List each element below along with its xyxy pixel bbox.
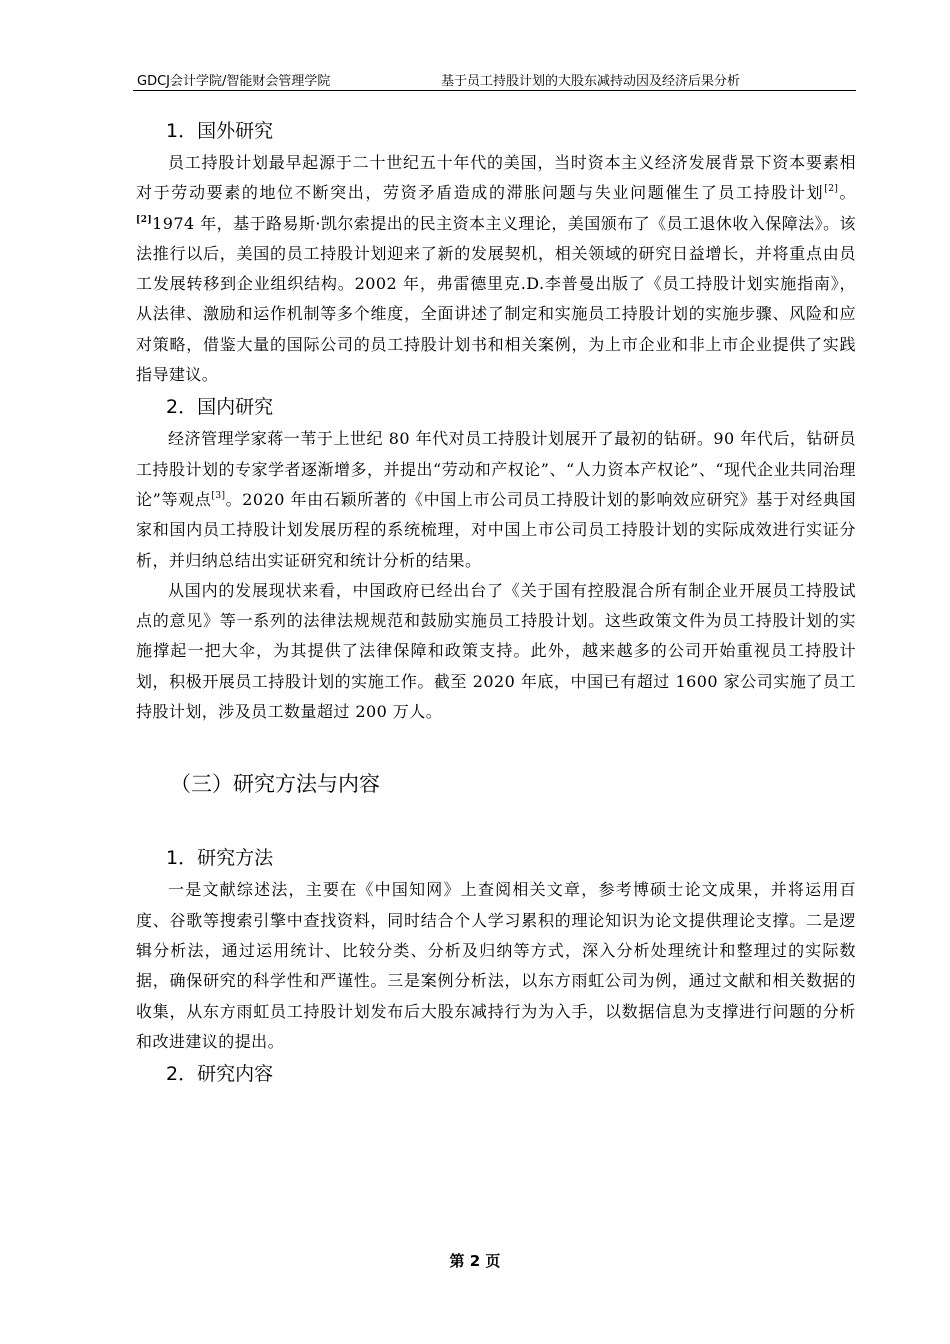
- heading-research-methods: 1．研究方法: [166, 847, 274, 870]
- citation-ref: [2]: [136, 214, 153, 225]
- text-segment: 1974 年，基于路易斯·凯尔索提出的民主资本主义理论，美国颁布了《员工退休收入保障法》。该法推行以后，美国的员工持股计划迎来了新的发展契机，相关领域的研究日益增长，并将重点由员工发展转移到企业组织结构。2002 年，弗雷德里克.D.李普曼出版了《员工持股计划实施指南》，从法律、激励和运作机制等多个维度，全面讲述了制定和实施员工持股计划的实施步骤、风险和应对策略，借鉴大量的国际公司的员工持股计划书和相关案例，为上市企业和非上市企业提供了实践指导建议。: [136, 213, 856, 385]
- paragraph-research-methods: 一是文献综述法，主要在《中国知网》上查阅相关文章，参考博硕士论文成果，并将运用百度、谷歌等搜索引擎中查找资料，同时结合个人学习累积的理论知识为论文提供理论支撑。二是逻辑分析法，通过运用统计、比较分类、分析及归纳等方式，深入分析处理统计和整理过的实际数据，确保研究的科学性和严谨性。三是案例分析法，以东方雨虹公司为例，通过文献和相关数据的收集，从东方雨虹员工持股计划发布后大股东减持行为为入手，以数据信息为支撑进行问题的分析和改进建议的提出。: [136, 880, 856, 1051]
- paragraph-foreign-research: [136, 148, 856, 390]
- text-segment: 。2020 年由石颖所著的《中国上市公司员工持股计划的影响效应研究》基于对经典国家和国内员工持股计划发展历程的系统梳理，对中国上市公司员工持股计划的实际成效进行实证分析，并归纳总结出实证研究和统计分析的结果。: [136, 489, 856, 570]
- paragraph-domestic-research-2: 从国内的发展现状来看，中国政府已经出台了《关于国有控股混合所有制企业开展员工持股试点的意见》等一系列的法律法规规范和鼓励实施员工持股计划。这些政策文件为员工持股计划的实施撑起一把大伞，为其提供了法律保障和政策支持。此外，越来越多的公司开始重视员工持股计划，积极开展员工持股计划的实施工作。截至 2020 年底，中国已有超过 1600 家公司实施了员工持股计划，涉及员工数量超过 200 万人。: [136, 580, 856, 722]
- header-thesis-title: 基于员工持股计划的大股东减持动因及经济后果分析: [441, 74, 741, 89]
- section-title-methods-content: （三）研究方法与内容: [170, 772, 380, 797]
- page-body: [136, 114, 856, 1091]
- heading-domestic-research: 2．国内研究: [166, 396, 274, 419]
- page-number: 第 2 页: [449, 1252, 501, 1270]
- page-header: [133, 68, 856, 91]
- heading-research-content: 2．研究内容: [166, 1063, 274, 1086]
- citation-ref: [3]: [211, 490, 226, 501]
- text-segment: 经济管理学家蒋一苇于上世纪 80 年代对员工持股计划展开了最初的钻研。90 年代后，钻研员工持股计划的专家学者逐渐增多，并提出“劳动和产权论”、“人力资本产权论”、“现代企业共同治理论”等观点: [136, 429, 856, 509]
- text-segment: 。: [838, 183, 856, 203]
- paragraph-domestic-research-1: [136, 424, 856, 575]
- header-institution: GDCJ会计学院/智能财会管理学院: [137, 74, 331, 89]
- text-segment: 员工持股计划最早起源于二十世纪五十年代的美国，当时资本主义经济发展背景下资本要素相对于劳动要素的地位不断突出，劳资矛盾造成的滞胀问题与失业问题催生了员工持股计划: [136, 153, 856, 203]
- heading-foreign-research: 1．国外研究: [166, 120, 274, 142]
- citation-ref: [2]: [824, 184, 839, 195]
